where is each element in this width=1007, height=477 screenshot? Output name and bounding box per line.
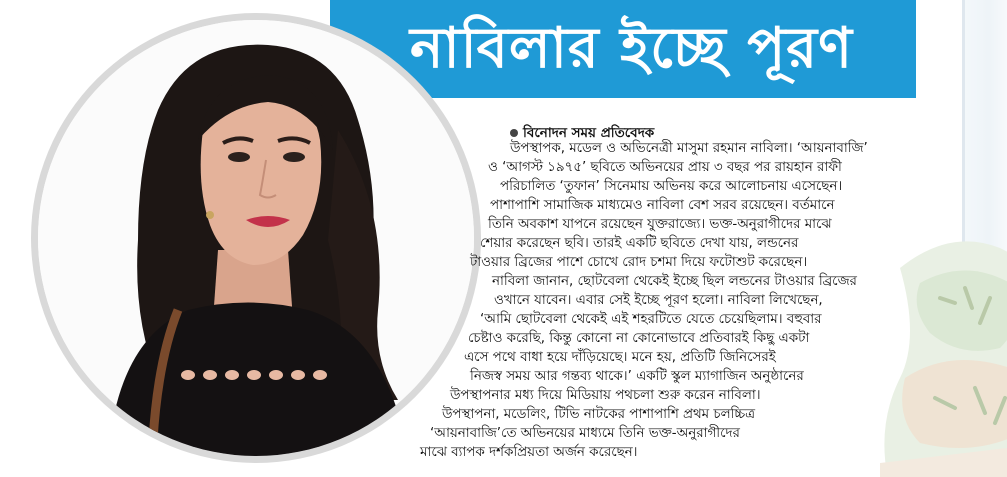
- body-line: মাঝে ব্যাপক দর্শকপ্রিয়তা অর্জন করেছেন।: [420, 445, 638, 460]
- body-line: ও ‘আগস্ট ১৯৭৫’ ছবিতে অভিনয়ের প্রায় ৩ বছর পর রায়হান রাফী: [488, 160, 842, 175]
- body-line: নিজস্ব সময় আর গন্তব্য থাকে।’ একটি স্কুল ম্যাগাজিন অনুষ্ঠানের: [470, 369, 804, 384]
- portrait-illustration: [38, 20, 474, 456]
- body-line: ওখানে যাবেন। এবার সেই ইচ্ছে পূরণ হলো। নাবিলা লিখেছেন,: [494, 293, 823, 308]
- body-line: তিনি অবকাশ যাপনে রয়েছেন যুক্তরাজ্যে। ভক্ত-অনুরাগীদের মাঝে: [488, 217, 832, 232]
- bullet-icon: [510, 129, 518, 137]
- body-line: পরিচালিত ‘তুফান’ সিনেমায় অভিনয় করে আলোচনায় এসেছেন।: [500, 179, 843, 194]
- body-line: উপস্থাপনা, মডেলিং, টিভি নাটকের পাশাপাশি প্রথম চলচ্চিত্র: [442, 407, 755, 422]
- body-line: নাবিলা জানান, ছোটবেলা থেকেই ইচ্ছে ছিল লন্ডনের টাওয়ার ব্রিজের: [492, 274, 857, 289]
- body-line: উপস্থাপক, মডেল ও অভিনেত্রী মাসুমা রহমান নাবিলা। ‘আয়নাবাজি’: [510, 141, 868, 156]
- portrait-photo: [38, 20, 474, 456]
- headline: নাবিলার ইচ্ছে পূরণ: [410, 16, 853, 81]
- body-line: এসে পথে বাধা হয়ে দাঁড়িয়েছে। মনে হয়, প্রতিটি জিনিসেরই: [464, 350, 776, 365]
- body-line: উপস্থাপনার মধ্য দিয়ে মিডিয়ায় পথচলা শুরু করেন নাবিলা।: [450, 388, 761, 403]
- body-line: টাওয়ার ব্রিজের পাশে চোখে রোদ চশমা দিয়ে ফটোশুট করেছেন।: [470, 255, 808, 270]
- decorative-fabric-image: [880, 228, 1007, 477]
- byline-text: বিনোদন সময় প্রতিবেদক: [523, 125, 655, 141]
- body-line: চেষ্টাও করেছি, কিন্তু কোনো না কোনোভাবে প্রতিবারই কিছু একটা: [468, 331, 810, 346]
- body-line: ‘আয়নাবাজি’তে অভিনয়ের মাধ্যমে তিনি ভক্ত-অনুরাগীদের: [430, 426, 740, 441]
- body-line: ‘আমি ছোটবেলা থেকেই এই শহরটিতে যেতে চেয়েছিলাম। বহুবার: [480, 312, 822, 327]
- body-line: শেয়ার করেছেন ছবি। তারই একটি ছবিতে দেখা যায়, লন্ডনের: [480, 236, 799, 251]
- body-line: পাশাপাশি সামাজিক মাধ্যমেও নাবিলা বেশ সরব রয়েছেন। বর্তমানে: [490, 198, 835, 213]
